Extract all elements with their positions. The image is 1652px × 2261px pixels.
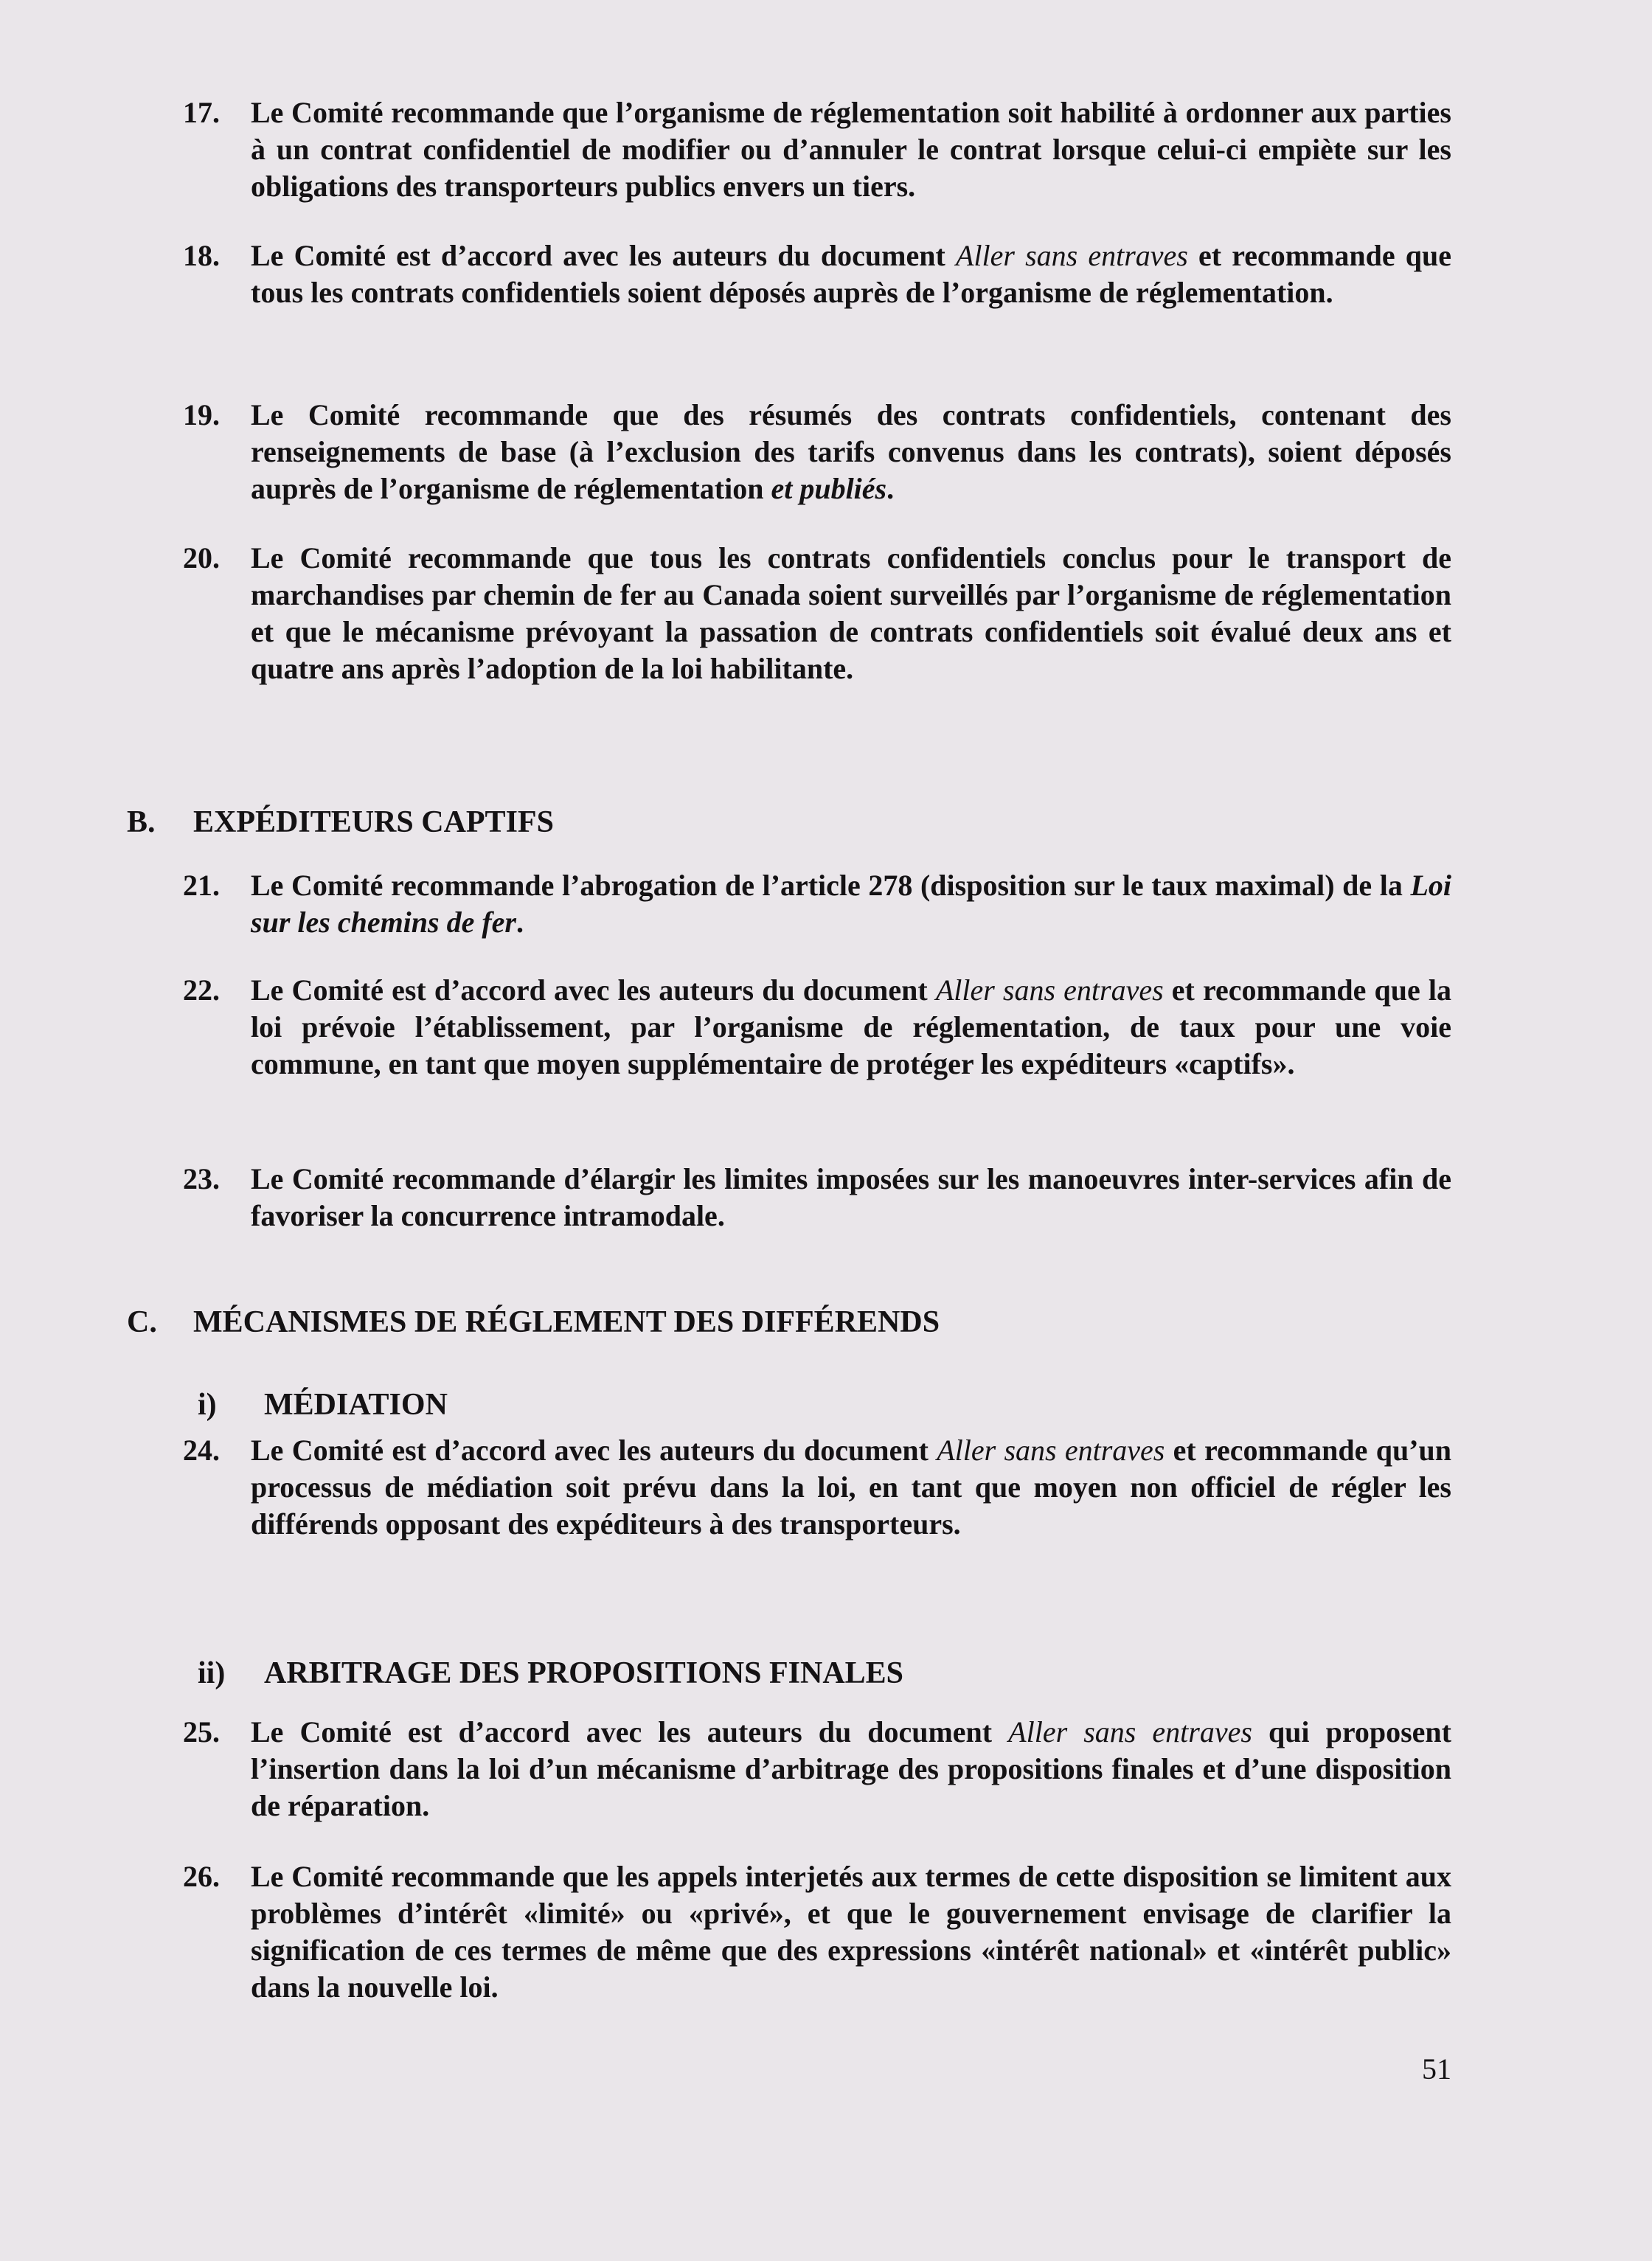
section-heading-b bbox=[127, 804, 554, 841]
document-title-italic: Aller sans entraves bbox=[955, 239, 1188, 272]
recommendation-23 bbox=[183, 1161, 1451, 1234]
recommendation-number: 26. bbox=[183, 1860, 220, 1893]
recommendation-text: Le Comité est d’accord avec les auteurs du document Aller sans entraves qui proposent l’insertion dans la loi d’un mécanisme d’arbitrage des propositions finales et d’une disposition de réparation. bbox=[251, 1715, 1451, 1822]
recommendation-number: 21. bbox=[183, 869, 220, 902]
section-letter: C. bbox=[127, 1305, 157, 1339]
recommendation-text: Le Comité recommande d’élargir les limites imposées sur les manoeuvres inter-services afin de favoriser la concurrence intramodale. bbox=[251, 1162, 1451, 1232]
recommendation-text: Le Comité recommande que les appels interjetés aux termes de cette disposition se limitent aux problèmes d’intérêt «limité» ou «privé», et que le gouvernement envisage de clarifier la signification de ces termes de même que des expressions «intérêt national» et «intérêt public» dans la nouvelle loi. bbox=[251, 1860, 1451, 2004]
subsection-heading-arbitration bbox=[198, 1655, 903, 1692]
recommendation-number: 22. bbox=[183, 973, 220, 1007]
recommendation-text: Le Comité recommande que l’organisme de réglementation soit habilité à ordonner aux parties à un contrat confidentiel de modifier ou d’annuler le contrat lorsque celui-ci empiète sur les obligations des transporteurs publics envers un tiers. bbox=[251, 96, 1451, 203]
subsection-title: ARBITRAGE DES PROPOSITIONS FINALES bbox=[264, 1656, 904, 1690]
recommendation-number: 17. bbox=[183, 96, 220, 129]
recommendation-number: 23. bbox=[183, 1162, 220, 1195]
recommendation-text: Le Comité recommande l’abrogation de l’article 278 (disposition sur le taux maximal) de la Loi sur les chemins de fer. bbox=[251, 869, 1451, 939]
recommendation-21 bbox=[183, 867, 1451, 941]
section-title: EXPÉDITEURS CAPTIFS bbox=[193, 805, 554, 839]
recommendation-26 bbox=[183, 1858, 1451, 2006]
recommendation-19 bbox=[183, 397, 1451, 507]
recommendation-text: Le Comité est d’accord avec les auteurs du document Aller sans entraves et recommande que la loi prévoie l’établissement, par l’organisme de réglementation, de taux pour une voie commune, en tant que moyen supplémentaire de protéger les expéditeurs «captifs». bbox=[251, 973, 1452, 1080]
section-heading-c bbox=[127, 1304, 940, 1341]
document-title-italic: Aller sans entraves bbox=[935, 973, 1164, 1007]
recommendation-text: Le Comité recommande que des résumés des contrats confidentiels, contenant des renseignements de base (à l’exclusion des tarifs convenus dans les contrats), soient déposés auprès de l’organisme de réglementation et publiés. bbox=[251, 398, 1451, 505]
page-number: 51 bbox=[1422, 2052, 1451, 2085]
subsection-numeral: i) bbox=[198, 1388, 217, 1422]
recommendation-number: 20. bbox=[183, 541, 220, 574]
subsection-heading-mediation bbox=[198, 1386, 448, 1423]
recommendation-18 bbox=[183, 237, 1451, 311]
recommendation-20 bbox=[183, 540, 1451, 687]
recommendation-text: Le Comité est d’accord avec les auteurs du document Aller sans entraves et recommande que tous les contrats confidentiels soient déposés auprès de l’organisme de réglementation. bbox=[251, 239, 1452, 309]
emphasis-italic: et publiés bbox=[771, 472, 887, 505]
section-title: MÉCANISMES DE RÉGLEMENT DES DIFFÉRENDS bbox=[193, 1305, 940, 1339]
recommendation-24 bbox=[183, 1432, 1451, 1543]
recommendation-22 bbox=[183, 972, 1451, 1083]
recommendation-text: Le Comité est d’accord avec les auteurs du document Aller sans entraves et recommande qu’un processus de médiation soit prévu dans la loi, en tant que moyen non officiel de régler les différends opposant des expéditeurs à des transporteurs. bbox=[251, 1434, 1451, 1541]
recommendation-17 bbox=[183, 94, 1451, 205]
document-title-italic: Aller sans entraves bbox=[1008, 1715, 1252, 1748]
recommendation-25 bbox=[183, 1714, 1451, 1824]
subsection-numeral: ii) bbox=[198, 1656, 226, 1690]
document-title-italic: Aller sans entraves bbox=[937, 1434, 1165, 1467]
recommendation-number: 18. bbox=[183, 239, 220, 272]
recommendation-number: 25. bbox=[183, 1715, 220, 1748]
recommendation-number: 19. bbox=[183, 398, 220, 431]
subsection-title: MÉDIATION bbox=[264, 1388, 448, 1422]
section-letter: B. bbox=[127, 805, 156, 839]
recommendation-number: 24. bbox=[183, 1434, 220, 1467]
recommendation-text: Le Comité recommande que tous les contrats confidentiels conclus pour le transport de marchandises par chemin de fer au Canada soient surveillés par l’organisme de réglementation et que le mécanisme prévoyant la passation de contrats confidentiels soit évalué deux ans et quatre ans après l’adoption de la loi habilitante. bbox=[251, 541, 1451, 685]
law-title-italic: Loi sur les chemins de fer bbox=[251, 869, 1451, 939]
